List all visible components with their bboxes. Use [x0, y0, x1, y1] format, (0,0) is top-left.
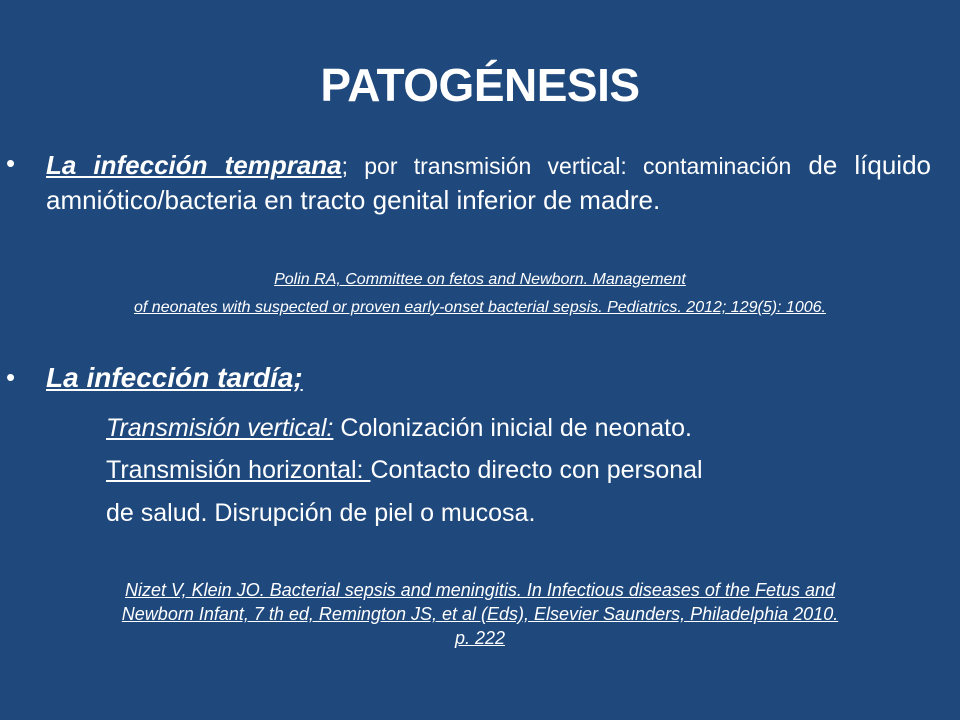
bullet-marker-1: • [6, 148, 16, 178]
citation-nizet-line-1[interactable]: Nizet V, Klein JO. Bacterial sepsis and meningitis. In Infectious diseases of the Fetus and [124, 580, 836, 600]
slide-title: PATOGÉNESIS [320, 59, 640, 111]
citation-nizet-line-2[interactable]: Newborn Infant, 7 th ed, Remington JS, et al (Eds), Elsevier Saunders, Philadelphia 2010. [121, 604, 839, 624]
horizontal-transmission-label: Transmisión horizontal: [106, 456, 371, 484]
citation-nizet-line-3[interactable]: p. 222 [454, 628, 506, 648]
citation-polin-line-2[interactable]: of neonates with suspected or proven early-onset bacterial sepsis. Pediatrics. 2012; 129(5): 1006. [134, 299, 826, 316]
early-infection-heading: La infección temprana [46, 150, 342, 180]
sub-item-horizontal-continued: de salud. Disrupción de piel o mucosa. [106, 499, 536, 527]
vertical-transmission-label: Transmisión vertical: [106, 414, 334, 442]
vertical-transmission-text: Colonización inicial de neonato. [333, 414, 692, 442]
bullet-marker-2: • [6, 362, 16, 392]
citation-polin-line-1[interactable]: Polin RA, Committee on fetos and Newborn. Management [274, 271, 686, 288]
citation-polin[interactable] [0, 266, 960, 322]
early-infection-text-1: ; por transmisión vertical: contaminación [341, 153, 792, 179]
bullet-text-early-infection [46, 148, 931, 217]
horizontal-transmission-text: Contacto directo con personal [370, 456, 703, 484]
citation-nizet[interactable] [15, 578, 945, 650]
late-infection-heading: La infección tardía; [46, 362, 303, 393]
sub-item-vertical [106, 411, 692, 445]
bullet-text-late-infection [46, 360, 931, 396]
sub-item-horizontal [106, 453, 703, 487]
early-infection-text-2: de líquido amniótico/bacteria en tracto genital inferior de madre. [46, 150, 931, 215]
